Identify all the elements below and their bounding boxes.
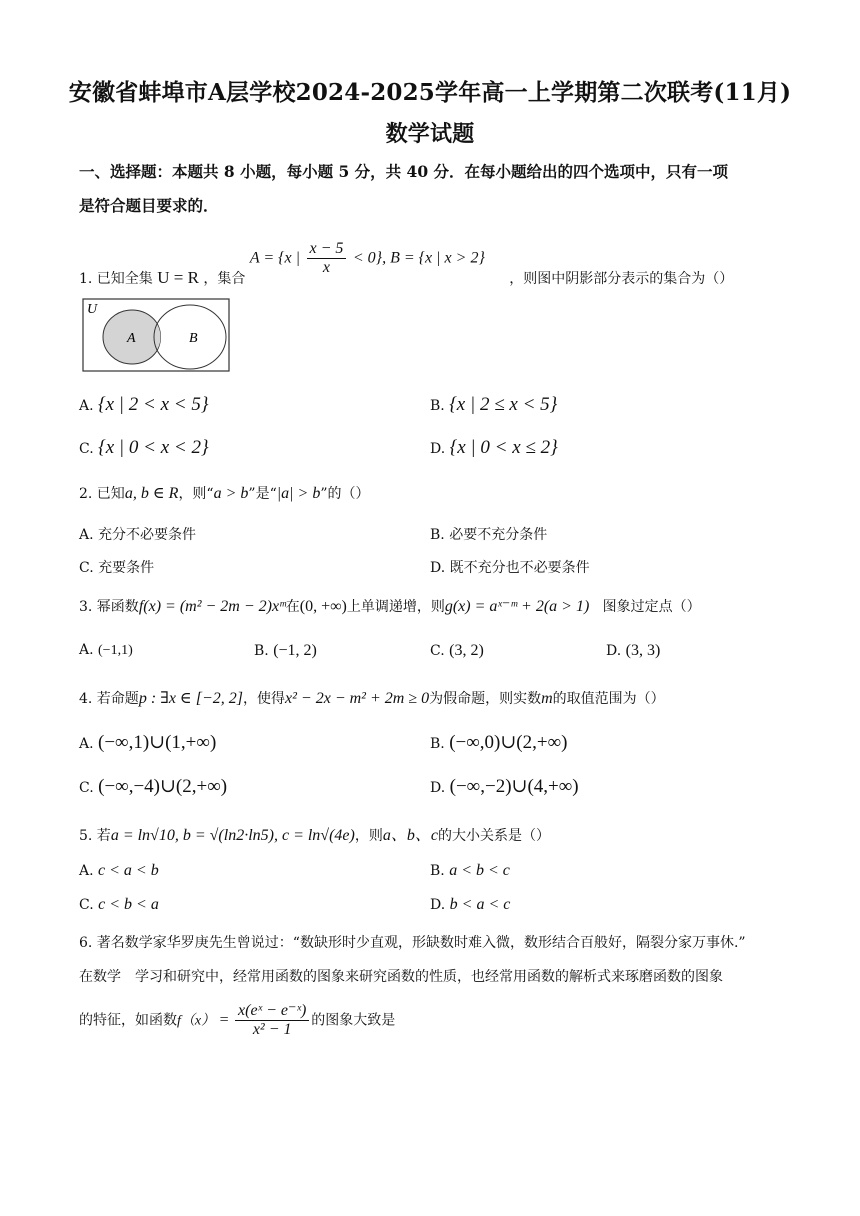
exam-subtitle: 数学试题 (385, 121, 475, 147)
venn-label-b: B (189, 331, 198, 346)
q5-prefix: 5. 若 (79, 828, 111, 844)
q2-option-b[interactable] (430, 524, 547, 544)
option-label: B. (430, 527, 445, 543)
q4-inequality: x² − 2x − m² + 2m ≥ 0 (285, 690, 430, 707)
option-text: {x | 0 < x < 2} (98, 437, 209, 458)
q5-suffix: 的大小关系是（） (437, 828, 550, 844)
q1-option-c[interactable] (79, 437, 209, 459)
section-heading-line2: 是符合题目要求的． (79, 196, 219, 215)
q6-line1: 6. 著名数学家华罗庚先生曾说过：“数缺形时少直观，形缺数时难入微，数形结合百般好，隔裂分家万事休.” (79, 935, 746, 951)
section-heading (79, 155, 784, 223)
option-label: D. (430, 780, 446, 796)
q1-option-b[interactable] (430, 394, 557, 416)
option-text: a < b < c (449, 862, 510, 879)
option-text: (3, 2) (449, 642, 484, 659)
q4-prefix: 4. 若命题 (79, 691, 139, 707)
q5-expression: a = ln√10, b = √(ln2·ln5), c = ln√(4e) (110, 827, 355, 844)
q2-option-c[interactable] (79, 557, 154, 577)
q3-mid2: 上单调递增，则 (346, 599, 445, 615)
option-label: D. (430, 560, 446, 576)
option-text: (−∞,1)∪(1,+∞) (98, 732, 217, 753)
question-3 (79, 596, 701, 616)
option-text: (−∞,−2)∪(4,+∞) (449, 776, 579, 797)
option-label: C. (79, 780, 94, 796)
q1-frac-num: x − 5 (307, 240, 347, 259)
q3-option-c[interactable] (430, 642, 484, 660)
q1-universal-set: U = R (157, 267, 199, 287)
option-text: (−∞,0)∪(2,+∞) (449, 732, 568, 753)
q2-option-d[interactable] (430, 557, 590, 577)
q5-option-d[interactable] (430, 896, 510, 914)
q4-mid2: 为假命题，则实数 (429, 691, 542, 707)
q6-frac-num: x(eˣ − e⁻ˣ) (235, 1002, 309, 1021)
q6-func-name: f（x） (177, 1013, 216, 1029)
q1-set-a-right: < 0}, B = {x | x > 2} (352, 249, 485, 267)
option-text: 充要条件 (98, 560, 155, 576)
option-text: (−1,1) (98, 643, 133, 658)
q1-option-d[interactable] (430, 437, 558, 459)
option-text: c < a < b (98, 862, 159, 879)
q2-cond1: a > b (213, 485, 249, 502)
q6-frac-den: x² − 1 (252, 1021, 292, 1038)
option-label: D. (430, 441, 446, 457)
q3-suffix: 图象过定点（） (602, 599, 701, 615)
venn-label-a: A (127, 331, 136, 346)
q5-mid: ，则 (354, 828, 383, 844)
option-label: A. (79, 642, 94, 658)
q3-interval: (0, +∞) (299, 598, 347, 615)
option-text: c < b < a (98, 896, 159, 913)
q4-var: m (541, 690, 553, 707)
question-5 (79, 822, 550, 845)
q1-mid: ，集合 (203, 270, 246, 287)
q2-cond2: |a| > b (276, 485, 321, 502)
q6-prefix: 的特征，如函数 (79, 1012, 177, 1029)
q4-suffix: 的取值范围为（） (552, 691, 665, 707)
q3-option-d[interactable] (606, 642, 660, 660)
q3-prefix: 3. 幂函数 (79, 599, 139, 615)
q2-mid1: ，则“ (178, 486, 214, 502)
section-heading-line1: 一、选择题：本题共 8 小题，每小题 5 分，共 40 分．在每小题给出的四个选项中，只有一项 (79, 162, 729, 181)
q4-option-c[interactable] (79, 775, 227, 798)
option-label: A. (79, 736, 94, 752)
q6-line2: 在数学 学习和研究中，经常用函数的图象来研究函数的性质，也经常用函数的解析式来琢磨函数的图象 (79, 969, 723, 985)
option-label: C. (79, 560, 94, 576)
option-text: (−1, 2) (273, 642, 317, 659)
option-label: D. (430, 897, 446, 913)
question-4 (79, 688, 665, 708)
q6-fraction (235, 1002, 309, 1039)
question-1 (79, 240, 734, 287)
q1-suffix: ，则图中阴影部分表示的集合为（） (509, 270, 734, 287)
q1-fraction (307, 240, 347, 277)
q5-option-a[interactable] (79, 862, 159, 880)
q6-suffix: 的图象大致是 (311, 1012, 396, 1029)
option-label: C. (79, 897, 94, 913)
q2-mid2: ”是“ (248, 486, 277, 502)
option-text: {x | 2 ≤ x < 5} (449, 394, 558, 415)
venn-label-u: U (87, 302, 98, 317)
q1-prefix: 1. 已知全集 (79, 270, 153, 287)
q2-vars: a, b ∈ R (124, 485, 179, 502)
q1-option-a[interactable] (79, 394, 208, 416)
q2-prefix: 2. 已知 (79, 486, 125, 502)
option-label: B. (430, 398, 445, 414)
q4-option-d[interactable] (430, 775, 579, 798)
q3-mid1: 在 (285, 599, 300, 615)
option-label: A. (79, 527, 94, 543)
q3-power-function: f(x) = (m² − 2m − 2)xᵐ (138, 598, 286, 615)
q4-option-a[interactable] (79, 731, 216, 754)
option-label: B. (430, 863, 445, 879)
q3-option-b[interactable] (254, 642, 317, 660)
q3-option-a[interactable] (79, 642, 133, 659)
question-6-formula-line (79, 1002, 395, 1039)
q5-option-b[interactable] (430, 862, 510, 880)
question-2 (79, 483, 370, 503)
option-text: {x | 0 < x ≤ 2} (449, 437, 558, 458)
q2-option-a[interactable] (79, 524, 196, 544)
option-text: 必要不充分条件 (449, 527, 548, 543)
q5-option-c[interactable] (79, 896, 159, 914)
option-text: 既不充分也不必要条件 (449, 560, 590, 576)
q2-suffix: ”的（） (320, 486, 370, 502)
option-label: B. (430, 736, 445, 752)
q4-mid1: ，使得 (243, 691, 286, 707)
q1-set-a-left: A = {x | (249, 249, 301, 267)
venn-diagram (82, 298, 232, 374)
option-text: (3, 3) (625, 642, 661, 659)
option-label: C. (79, 441, 94, 457)
exam-title: 安徽省蚌埠市A层学校2024-2025学年高一上学期第二次联考(11月) (68, 79, 792, 106)
q4-proposition: p : ∃x ∈ [−2, 2] (138, 690, 244, 707)
option-label: A. (79, 863, 94, 879)
option-label: D. (606, 643, 622, 659)
option-text: b < a < c (449, 896, 511, 913)
q3-g-function: g(x) = aˣ⁻ᵐ + 2(a > 1) (444, 598, 590, 615)
option-text: (−∞,−4)∪(2,+∞) (98, 776, 228, 797)
option-label: C. (430, 643, 445, 659)
q6-equals: = (219, 1011, 229, 1029)
option-text: {x | 2 < x < 5} (98, 394, 209, 415)
q5-vars: a、b、c (382, 827, 438, 844)
q1-frac-den: x (322, 259, 331, 276)
q4-option-b[interactable] (430, 731, 567, 754)
option-label: A. (79, 398, 94, 414)
option-label: B. (254, 643, 269, 659)
option-text: 充分不必要条件 (98, 527, 197, 543)
